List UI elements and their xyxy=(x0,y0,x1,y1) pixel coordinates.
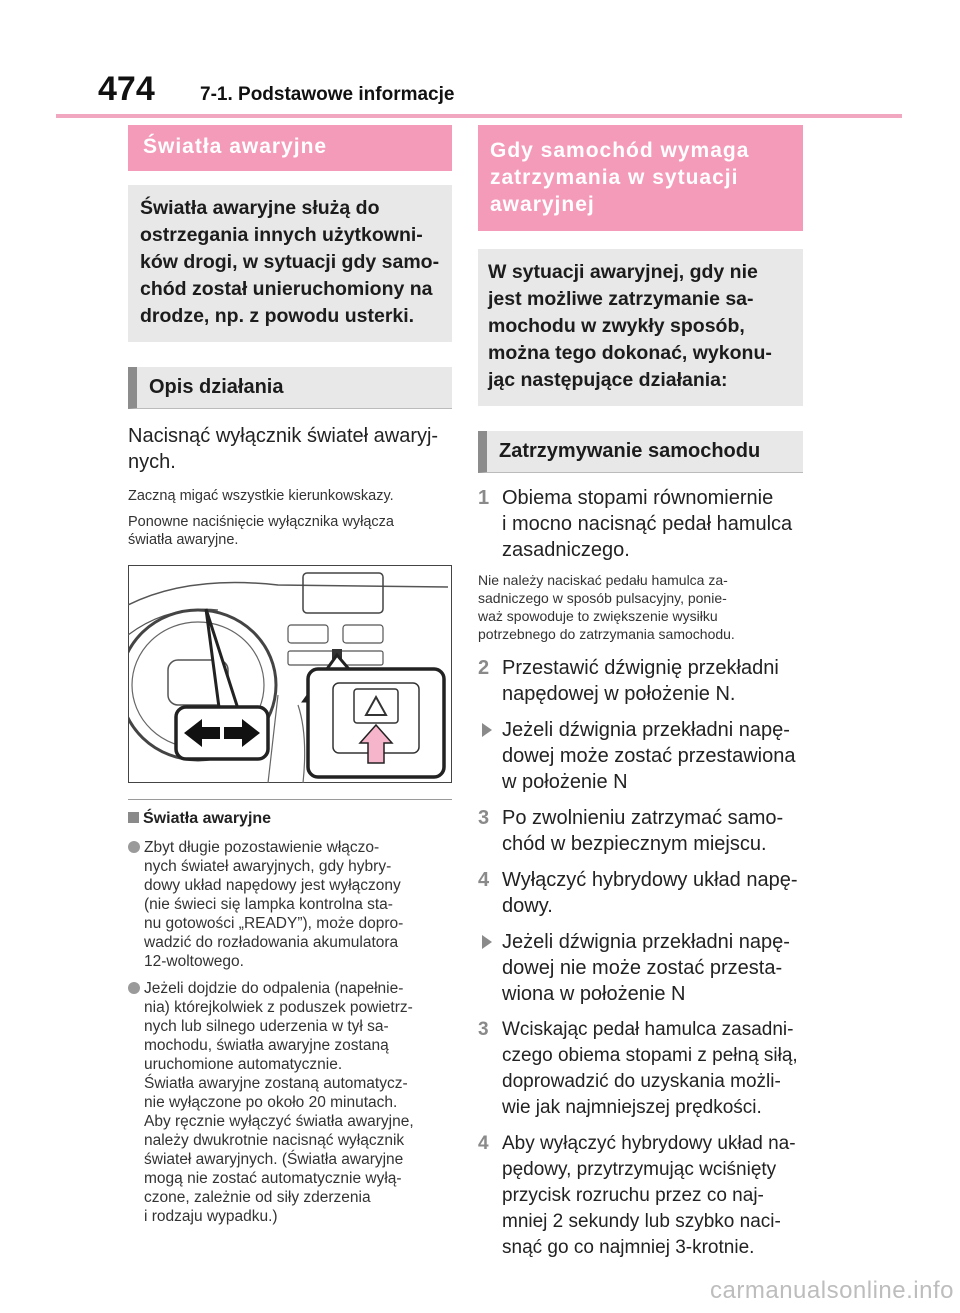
left-column xyxy=(128,125,452,1226)
step-number: 3 xyxy=(478,1019,489,1040)
condition-cannot-shift-n: Jeżeli dźwignia przekładni napę- dowej nie może zostać przesta- wiona w położenie N xyxy=(478,929,803,1007)
step-number: 4 xyxy=(478,869,490,891)
step-number: 4 xyxy=(478,1133,489,1154)
bullet-icon xyxy=(128,982,140,994)
subsection-title-stopping: Zatrzymywanie samochodu xyxy=(478,431,803,473)
intro-box-emergency: W sytuacji awaryjnej, gdy nie jest możliwe zatrzymanie sa- mochodu w zwykły sposób, można tego dokonać, wykonu- jąc następujące działania: xyxy=(478,249,803,406)
step-number: 2 xyxy=(478,657,490,679)
note-turn-signals: Zaczną migać wszystkie kierunkowskazy. xyxy=(128,488,394,504)
note-bullet: Zbyt długie pozostawienie włączo- nych świateł awaryjnych, gdy hybry- dowy układ napędowy jest wyłączony (nie świeci się lampka kontrolna sta- nu gotowości „READY”), może dopro- wadzić do rozładowania akumulatora 12-woltowego. xyxy=(128,838,452,971)
right-column xyxy=(478,125,803,1261)
step-3a: 3 Po zwolnieniu zatrzymać samo- chód w bezpiecznym miejscu. xyxy=(478,807,784,855)
hazard-switch-illustration xyxy=(128,565,452,783)
step-1-note: Nie należy naciskać pedału hamulca za- sadniczego w sposób pulsacyjny, ponie- waż spowoduje to zwiększenie wysiłku potrzebnego do zatrzymania samochodu. xyxy=(478,572,735,642)
intro-line: Światła awaryjne służą do xyxy=(140,197,380,219)
page-header xyxy=(0,0,960,118)
intro-line: drodze, np. z powodu usterki. xyxy=(140,305,415,327)
step-2: 2 Przestawić dźwignię przekładni napędowej w położenie N. xyxy=(478,657,779,705)
triangle-arrow-icon xyxy=(482,935,492,949)
illustration-divider xyxy=(128,799,452,800)
subsection-title-operation: Opis działania xyxy=(128,367,452,409)
intro-box-hazard xyxy=(128,185,452,342)
intro-line: ostrzegania innych użytkowni- xyxy=(140,224,423,246)
note-press-again: Ponowne naciśnięcie wyłącznika wyłącza światła awaryjne. xyxy=(128,514,394,548)
step-number: 3 xyxy=(478,807,490,829)
step-4a: 4 Wyłączyć hybrydowy układ napę- dowy. xyxy=(478,869,798,917)
step-3b: 3 Wciskając pedał hamulca zasadni- czego obiema stopami z pełną siłą, doprowadzić do uzyskania możli- wie jak najmniejszej prędkości. xyxy=(478,1019,798,1118)
step-4b: 4 Aby wyłączyć hybrydowy układ na- pędowy, przytrzymując wciśnięty przycisk rozruchu przez co naj- mniej 2 sekundy lub szybko naci- snąć go co najmniej 3-krotnie. xyxy=(478,1133,796,1258)
page-number: 474 xyxy=(98,70,155,108)
watermark: carmanualsonline.info xyxy=(710,1277,954,1304)
notes-heading: Światła awaryjne xyxy=(128,810,452,828)
step-1: 1 Obiema stopami równomiernie i mocno nacisnąć pedał hamulca zasadniczego. xyxy=(478,487,793,561)
section-title-hazard-lights: Światła awaryjne xyxy=(128,125,452,171)
section-title-emergency-stop: Gdy samochód wymaga zatrzymania w sytuacji awaryjnej xyxy=(478,125,803,231)
instruction-text: Nacisnąć wyłącznik świateł awaryj- nych. xyxy=(128,425,439,473)
condition-can-shift-n: Jeżeli dźwignia przekładni napę- dowej może zostać przestawiona w położenie N xyxy=(478,717,803,795)
square-bullet-icon xyxy=(128,812,139,823)
header-divider xyxy=(56,114,902,118)
note-bullet: Jeżeli dojdzie do odpalenia (napełnie- nia) którejkolwiek z poduszek powietrz- nych lub silnego uderzenia w tył sa- mochodu, światła awaryjne zostaną uruchomione automatycznie. Światła awaryjne zostaną automatycz- nie wyłączone po około 20 minutach. Aby ręcznie wyłączyć światła awaryjne, należy dwukrotnie nacisnąć wyłącznik świateł awaryjnych. (Światła awaryjne mogą nie zostać automatycznie wyłą- czone, zależnie od siły zderzenia i rodzaju wypadku.) xyxy=(128,979,452,1226)
triangle-arrow-icon xyxy=(482,723,492,737)
dashboard-illustration xyxy=(128,565,452,783)
chapter-title: 7-1. Podstawowe informacje xyxy=(200,84,455,105)
intro-line: chód został unieruchomiony na xyxy=(140,278,433,300)
step-number: 1 xyxy=(478,487,490,509)
bullet-icon xyxy=(128,841,140,853)
intro-line: ków drogi, w sytuacji gdy samo- xyxy=(140,251,440,273)
